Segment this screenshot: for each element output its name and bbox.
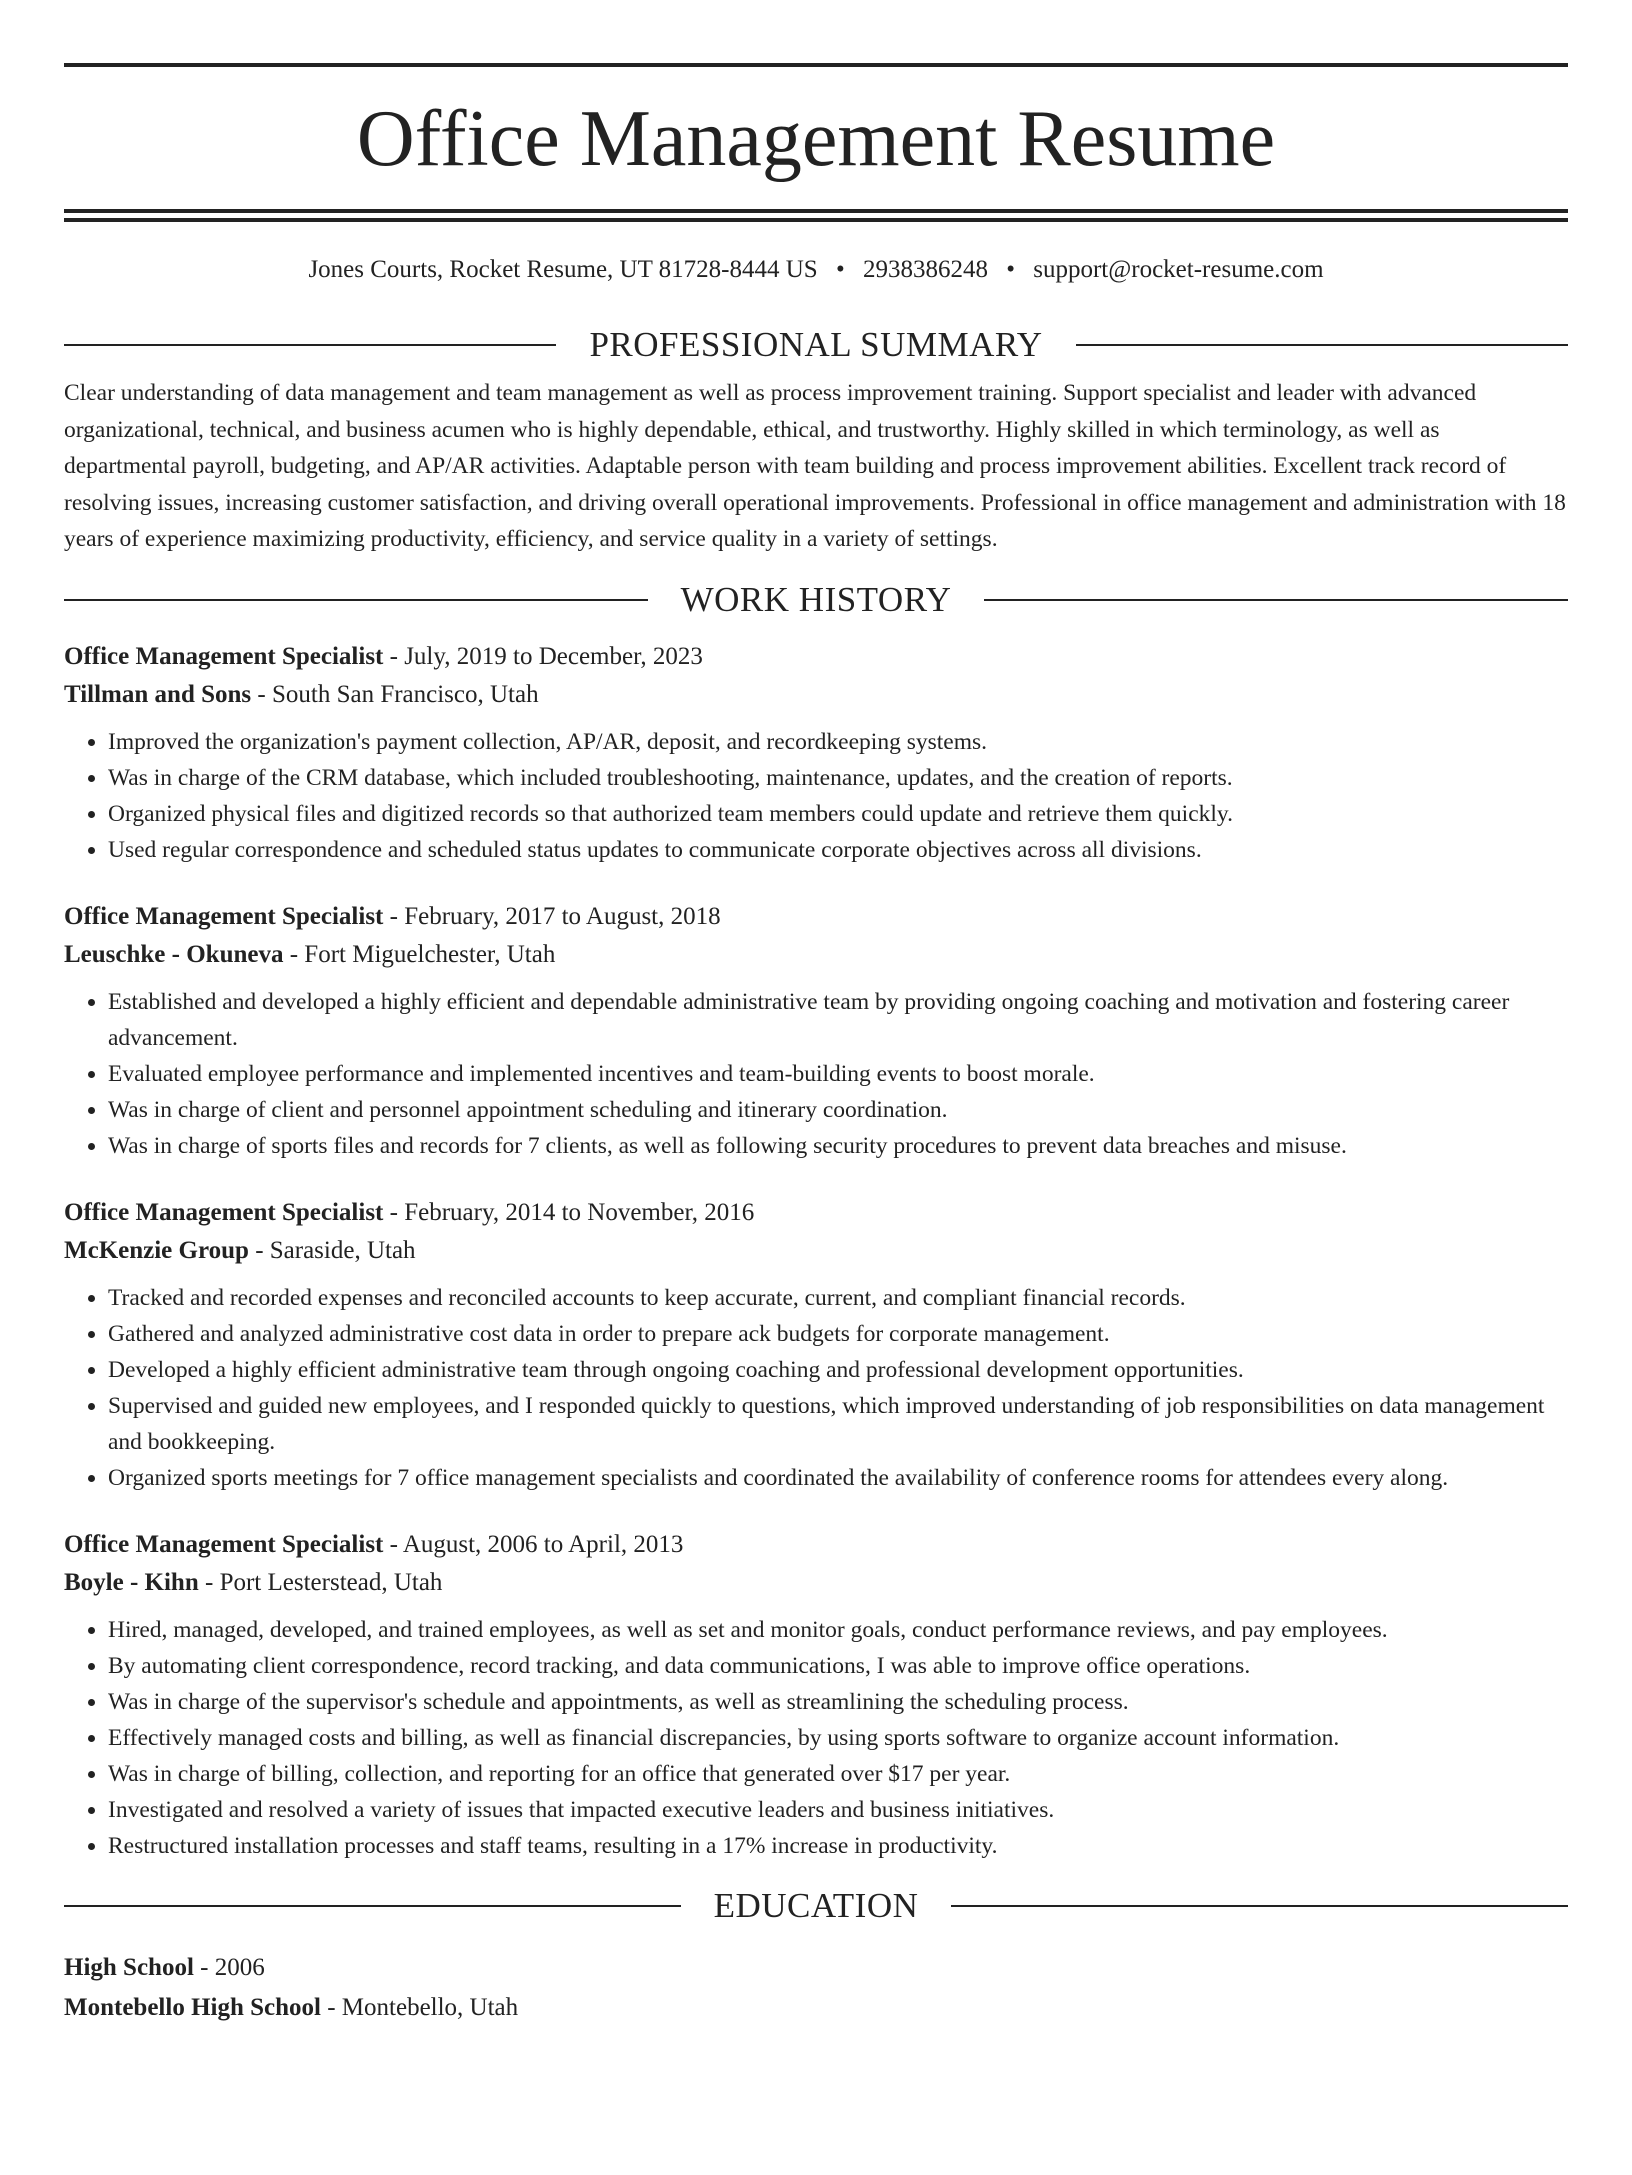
bullet-item: • Developed a highly efficient administrative team through ongoing coaching and professional development opportunities. xyxy=(108,1352,1568,1388)
resume-page xyxy=(0,63,1632,2175)
section-heading-education xyxy=(64,1886,1568,1926)
job-location: - Fort Miguelchester, Utah xyxy=(283,940,556,968)
contact-line xyxy=(64,255,1568,285)
education-school-line xyxy=(64,1988,1568,2028)
job-bullets xyxy=(64,984,1568,1164)
job-company-line xyxy=(64,936,1568,974)
job-dates: - February, 2014 to November, 2016 xyxy=(383,1198,755,1226)
job-title-line xyxy=(64,1526,1568,1564)
job-company-line xyxy=(64,1564,1568,1602)
job-company-line xyxy=(64,676,1568,714)
education-entry xyxy=(64,1948,1568,2028)
job-title-line xyxy=(64,1194,1568,1232)
bullet-item: • Restructured installation processes and staff teams, resulting in a 17% increase in productivity. xyxy=(108,1828,1568,1864)
bullet-item: • Was in charge of the supervisor's schedule and appointments, as well as streamlining the scheduling process. xyxy=(108,1684,1568,1720)
job-title: Office Management Specialist xyxy=(64,1198,384,1226)
section-heading-work-history xyxy=(64,580,1568,620)
bullet-item: • By automating client correspondence, record tracking, and data communications, I was able to improve office operations. xyxy=(108,1648,1568,1684)
bullet-item: • Was in charge of client and personnel appointment scheduling and itinerary coordination. xyxy=(108,1092,1568,1128)
heading-rule xyxy=(64,599,648,601)
job-title: Office Management Specialist xyxy=(64,902,384,930)
job-dates: - July, 2019 to December, 2023 xyxy=(383,642,703,670)
title-double-rule xyxy=(64,209,1568,222)
job-company-line xyxy=(64,1232,1568,1270)
bullet-item: • Tracked and recorded expenses and reconciled accounts to keep accurate, current, and compliant financial records. xyxy=(108,1280,1568,1316)
job-company: Tillman and Sons xyxy=(64,680,252,708)
job-title: Office Management Specialist xyxy=(64,1530,384,1558)
heading-rule xyxy=(951,1905,1568,1907)
bullet-item: • Organized physical files and digitized records so that authorized team members could update and retrieve them quickly. xyxy=(108,796,1568,832)
job-bullets xyxy=(64,724,1568,868)
education-location: - Montebello, Utah xyxy=(320,1993,519,2021)
bullet-item: • Was in charge of billing, collection, and reporting for an office that generated over $17 per year. xyxy=(108,1756,1568,1792)
heading-rule xyxy=(984,599,1568,601)
bullet-item: • Effectively managed costs and billing, as well as financial discrepancies, by using sports software to organize account information. xyxy=(108,1720,1568,1756)
job-entry xyxy=(64,638,1568,868)
job-entry xyxy=(64,898,1568,1164)
education-degree: High School xyxy=(64,1953,194,1981)
job-dates: - August, 2006 to April, 2013 xyxy=(383,1530,684,1558)
bullet-item: • Used regular correspondence and scheduled status updates to communicate corporate objectives across all divisions. xyxy=(108,832,1568,868)
job-location: - South San Francisco, Utah xyxy=(251,680,539,708)
job-title-line xyxy=(64,638,1568,676)
page-title: Office Management Resume xyxy=(356,95,1276,183)
education-degree-line xyxy=(64,1948,1568,1988)
bullet-item: • Hired, managed, developed, and trained employees, as well as set and monitor goals, conduct performance reviews, and pay employees. xyxy=(108,1612,1568,1648)
heading-rule xyxy=(64,344,556,346)
job-company: McKenzie Group xyxy=(64,1236,249,1264)
section-title: EDUCATION xyxy=(713,1885,919,1925)
job-title: Office Management Specialist xyxy=(64,642,384,670)
section-title: PROFESSIONAL SUMMARY xyxy=(589,325,1043,364)
bullet-item: • Was in charge of sports files and records for 7 clients, as well as following security procedures to prevent data breaches and misuse. xyxy=(108,1128,1568,1164)
bullet-item: • Supervised and guided new employees, and I responded quickly to questions, which improved understanding of job responsibilities on data management and bookkeeping. xyxy=(108,1388,1568,1460)
job-location: - Saraside, Utah xyxy=(248,1236,416,1264)
education-school: Montebello High School xyxy=(64,1993,321,2021)
job-company: Boyle - Kihn xyxy=(64,1568,199,1596)
job-company: Leuschke - Okuneva xyxy=(64,940,284,968)
bullet-item: • Was in charge of the CRM database, which included troubleshooting, maintenance, updates, and the creation of reports. xyxy=(108,760,1568,796)
contact-separator: • xyxy=(835,256,845,283)
job-bullets xyxy=(64,1280,1568,1496)
heading-rule xyxy=(1076,344,1568,346)
section-heading-summary xyxy=(64,325,1568,365)
job-title-line xyxy=(64,898,1568,936)
section-title: WORK HISTORY xyxy=(680,579,952,619)
contact-address: Jones Courts, Rocket Resume, UT 81728-8444 US xyxy=(308,256,818,283)
heading-rule xyxy=(64,1905,681,1907)
contact-email: support@rocket-resume.com xyxy=(1033,256,1324,283)
summary-text: Clear understanding of data management and team management as well as process improvement training. Support specialist and leader with advanced organizational, technical, and business acumen who is highly dependable, ethical, and trustworthy. Highly skilled in which terminology, as well as departmental payroll, budgeting, and AP/AR activities. Adaptable person with team building and process improvement abilities. Excellent track record of resolving issues, increasing customer satisfaction, and driving overall operational improvements. Professional in office management and administration with 18 years of experience maximizing productivity, efficiency, and service quality in a variety of settings. xyxy=(64,380,1566,552)
top-rule xyxy=(64,63,1568,67)
job-location: - Port Lesterstead, Utah xyxy=(198,1568,443,1596)
job-dates: - February, 2017 to August, 2018 xyxy=(383,902,721,930)
education-year: - 2006 xyxy=(193,1953,265,1981)
bullet-item: • Evaluated employee performance and implemented incentives and team-building events to boost morale. xyxy=(108,1056,1568,1092)
job-entry xyxy=(64,1194,1568,1496)
job-entry xyxy=(64,1526,1568,1864)
contact-separator: • xyxy=(1006,256,1015,283)
bullet-item: • Gathered and analyzed administrative cost data in order to prepare ack budgets for corporate management. xyxy=(108,1316,1568,1352)
bullet-item: • Investigated and resolved a variety of issues that impacted executive leaders and business initiatives. xyxy=(108,1792,1568,1828)
contact-phone: 2938386248 xyxy=(862,256,988,283)
bullet-item: • Improved the organization's payment collection, AP/AR, deposit, and recordkeeping systems. xyxy=(108,724,1568,760)
bullet-item: • Organized sports meetings for 7 office management specialists and coordinated the availability of conference rooms for attendees every along. xyxy=(108,1460,1568,1496)
job-bullets xyxy=(64,1612,1568,1864)
bullet-item: • Established and developed a highly efficient and dependable administrative team by providing ongoing coaching and motivation and fostering career advancement. xyxy=(108,984,1568,1056)
